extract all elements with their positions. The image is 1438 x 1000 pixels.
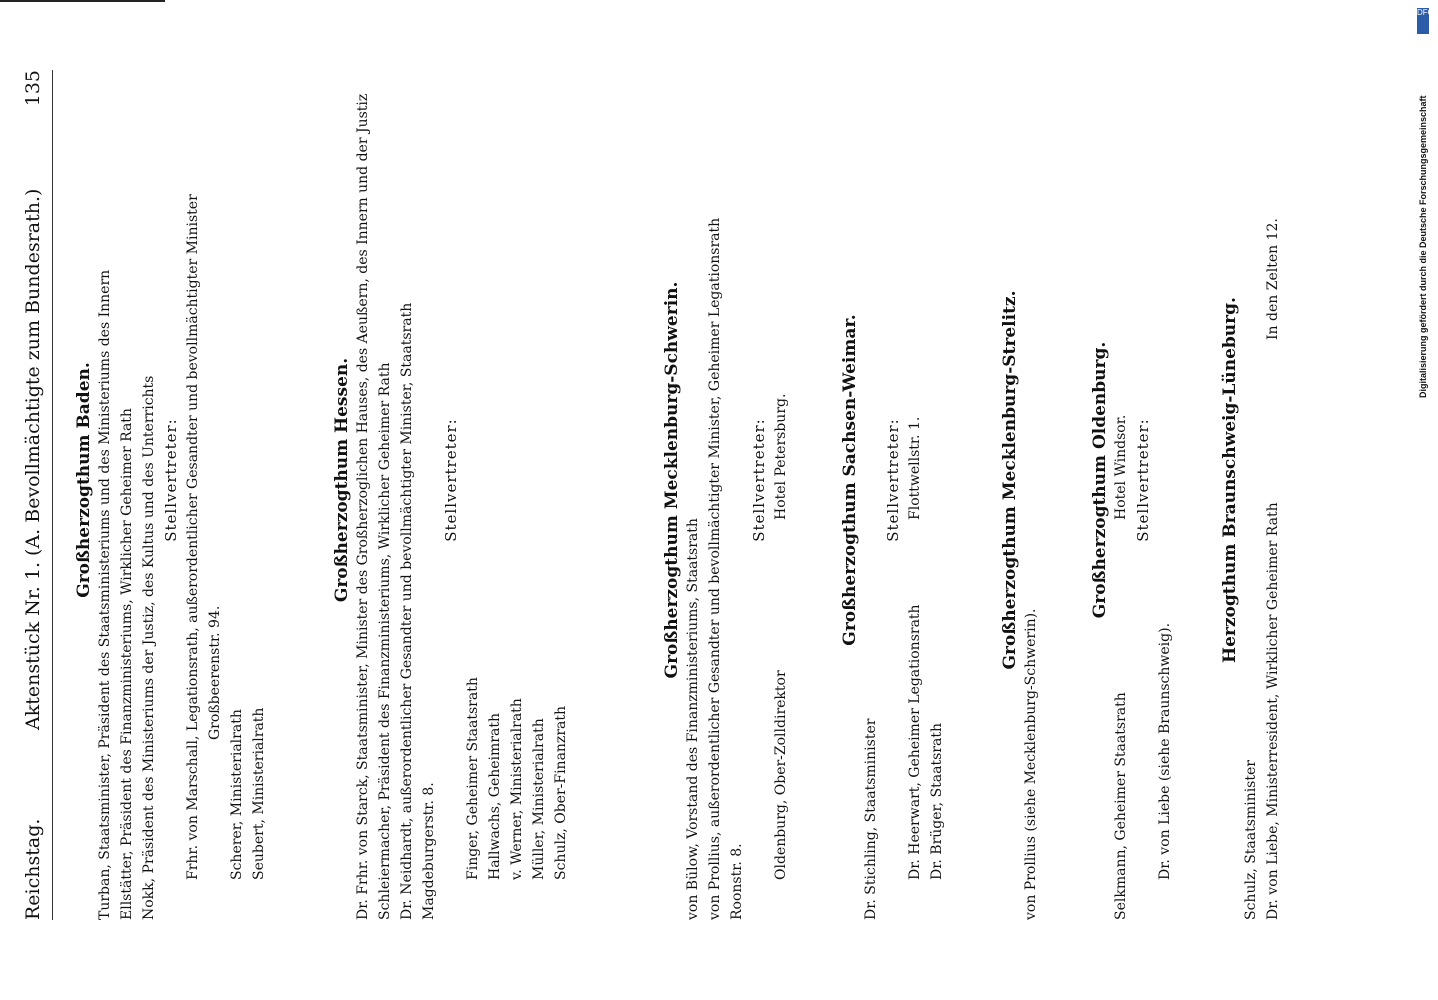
section-oldenburg <box>1090 40 1176 920</box>
entry <box>418 40 440 920</box>
deputy-label: Stellvertreter: <box>442 418 460 542</box>
entry-name: Schleiermacher, Präsident des Finanzministeriums, Wirklicher Geheimer Rath <box>377 362 393 920</box>
entry-name: Dr. Stichling, Staatsminister <box>863 718 879 920</box>
entry <box>462 40 484 920</box>
entry-address: Flottwellstr. 1. <box>907 416 923 520</box>
entry-name: von Prollius (siehe Mecklenburg-Schwerin). <box>1023 608 1039 920</box>
entry-name: v. Werner, Ministerialrath <box>509 698 525 880</box>
section-title: Großherzogthum Baden. <box>74 362 94 598</box>
entry <box>116 40 138 920</box>
entry-name: Schulz, Staatsminister <box>1243 760 1259 920</box>
section-sachsen-weimar <box>840 40 948 920</box>
entry-name: Frhr. von Marschall, Legationsrath, außerordentlicher Gesandter und bevollmächtigter Minister <box>185 194 201 880</box>
entry <box>1240 40 1262 920</box>
section-title: Herzogthum Braunschweig-Lüneburg. <box>1220 297 1240 663</box>
entry-address: Großbeerenstr. 94. <box>207 605 223 740</box>
entry-name: Finger, Geheimer Staatsrath <box>465 677 481 880</box>
entry-name: von Prollius, außerordentlicher Gesandter und bevollmächtigter Minister, Geheimer Legationsrath <box>707 217 723 920</box>
entry <box>1154 40 1176 920</box>
entry <box>682 40 704 920</box>
entry <box>226 40 248 920</box>
entry <box>704 40 726 920</box>
entry <box>506 40 528 920</box>
entry-name: Dr. Neidhardt, außerordentlicher Gesandter und bevollmächtigter Minister, Staatsrath <box>399 302 415 920</box>
entry-name: Schulz, Ober-Finanzrath <box>553 706 569 880</box>
entry-name: Dr. Heerwart, Geheimer Legationsrath <box>907 604 923 880</box>
entry-name: von Bülow, Vorstand des Finanzministeriums, Staatsrath <box>685 518 701 920</box>
page-header <box>22 70 52 920</box>
deputy-label: Stellvertreter: <box>750 418 768 542</box>
entry-name: Hallwachs, Geheimrath <box>487 713 503 880</box>
entry-name: Dr. von Liebe, Ministerresident, Wirklicher Geheimer Rath <box>1265 502 1281 920</box>
section-mecklenburg-strelitz <box>1000 40 1042 920</box>
dfg-logo-text: DFG <box>1417 8 1434 17</box>
section-title: Großherzogthum Oldenburg. <box>1090 341 1110 619</box>
entry <box>484 40 506 920</box>
deputy-label: Stellvertreter: <box>1134 418 1152 542</box>
entry <box>374 40 396 920</box>
entry <box>1262 40 1284 920</box>
entry <box>182 40 223 920</box>
entry <box>860 40 882 920</box>
entry-name: Seubert, Ministerialrath <box>251 707 267 880</box>
entry-address: Hotel Windsor. <box>1113 414 1129 520</box>
deputy-label: Stellvertreter: <box>884 418 902 542</box>
entry <box>352 40 374 920</box>
entry <box>726 40 748 920</box>
entry <box>550 40 572 920</box>
entry-name: Dr. Frhr. von Starck, Staatsminister, Minister des Großherzoglichen Hauses, des Aeußern, des Innern und der Justiz <box>355 93 371 920</box>
entry-address: Magdeburgerstr. 8. <box>421 782 437 920</box>
entry-name: Oldenburg, Ober-Zolldirektor <box>773 670 789 880</box>
section-baden <box>74 40 270 920</box>
header-rule <box>52 70 53 920</box>
header-middle: Aktenstück Nr. 1. (A. Bevollmächtigte zum Bundesrath.) <box>22 188 44 730</box>
entry-name: Ellstätter, Präsident des Finanzministeriums, Wirklicher Geheimer Rath <box>119 408 135 920</box>
section-braunschweig <box>1220 40 1284 920</box>
entry-name: Turban, Staatsminister, Präsident des Staatsministeriums und des Ministeriums des Innern <box>97 269 113 920</box>
entry-name: Nokk, Präsident des Ministeriums der Justiz, des Kultus und des Unterrichts <box>141 375 157 920</box>
entry-address: In den Zelten 12. <box>1265 218 1281 340</box>
page-number: 135 <box>22 70 44 107</box>
section-hessen <box>332 40 572 920</box>
entry-name: Dr. Brüger, Staatsrath <box>929 723 945 880</box>
entry <box>396 40 418 920</box>
entry <box>248 40 270 920</box>
deputy-label: Stellvertreter: <box>162 418 180 542</box>
entry <box>1110 40 1132 920</box>
entry <box>94 40 116 920</box>
section-mecklenburg-schwerin <box>662 40 792 920</box>
digitization-note-text: Digitalisierung gefördert durch die Deutsche Forschungsgemeinschaft <box>1418 95 1428 398</box>
section-title: Großherzogthum Mecklenburg-Strelitz. <box>1000 290 1020 670</box>
entry <box>770 40 792 920</box>
header-left: Reichstag. <box>22 818 44 920</box>
entry-address: Hotel Petersburg. <box>773 393 789 520</box>
section-title: Großherzogthum Hessen. <box>332 357 352 603</box>
entry-address: Roonstr. 8. <box>729 843 745 920</box>
entry <box>904 40 926 920</box>
section-title: Großherzogthum Mecklenburg-Schwerin. <box>662 281 682 679</box>
entry-name: Müller, Ministerialrath <box>531 718 547 880</box>
entry <box>528 40 550 920</box>
entry-name: Selkmann, Geheimer Staatsrath <box>1113 692 1129 920</box>
entry <box>926 40 948 920</box>
section-title: Großherzogthum Sachsen-Weimar. <box>840 314 860 646</box>
digitization-note <box>1418 18 1438 398</box>
entry <box>138 40 160 920</box>
entry-name: Scherer, Ministerialrath <box>229 709 245 880</box>
entry <box>1020 40 1042 920</box>
entry-name: Dr. von Liebe (siehe Braunschweig). <box>1157 622 1173 880</box>
